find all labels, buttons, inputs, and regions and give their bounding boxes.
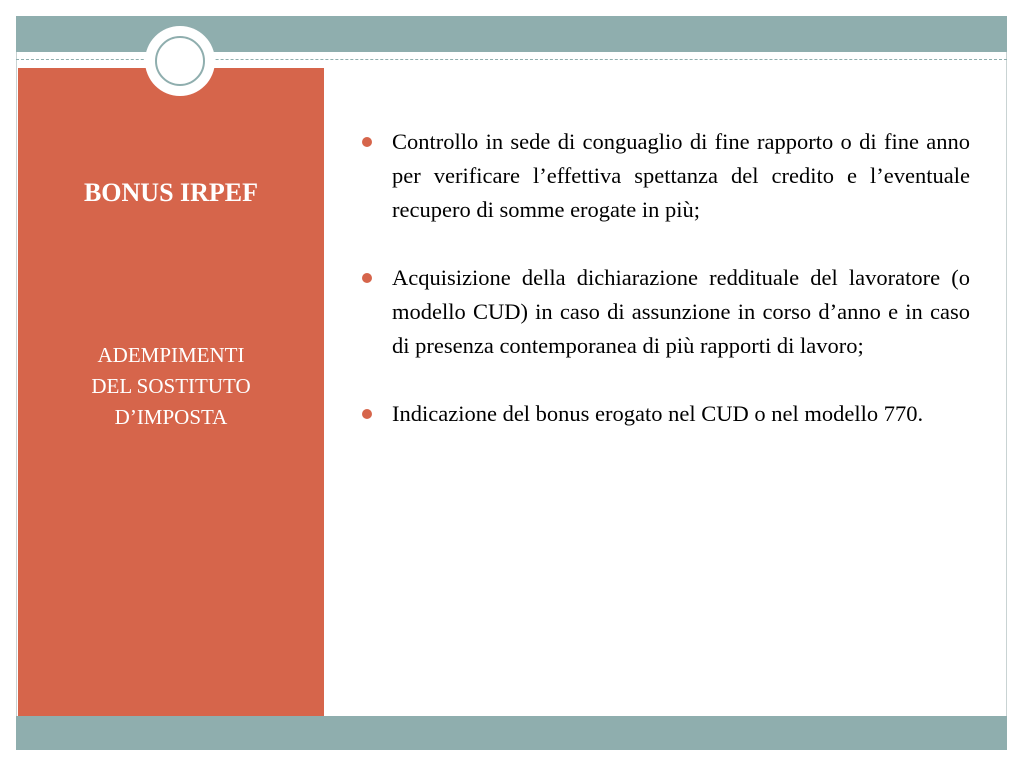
bullet-item (362, 397, 970, 431)
bullet-item (362, 261, 970, 363)
slide-title: BONUS IRPEF (83, 178, 259, 207)
bottom-band (16, 716, 1007, 750)
bullet-list (362, 125, 970, 465)
bullet-text: Acquisizione della dichiarazione reddituale del lavoratore (o modello CUD) in caso di assunzione in corso d’anno e in caso di presenza contemporanea di più rapporti di lavoro; (392, 265, 970, 358)
bullet-dot-icon (362, 273, 372, 283)
bullet-dot-icon (362, 409, 372, 419)
bullet-text: Indicazione del bonus erogato nel CUD o nel modello 770. (392, 401, 924, 426)
bullet-text: Controllo in sede di conguaglio di fine rapporto o di fine anno per verificare l’effettiva spettanza del credito e l’eventuale recupero di somme erogate in più; (392, 129, 970, 222)
bullet-item (362, 125, 970, 227)
bullet-dot-icon (362, 137, 372, 147)
circle-ring-icon (155, 36, 205, 86)
slide-subtitle: ADEMPIMENTI DEL SOSTITUTO D’IMPOSTA (91, 343, 251, 429)
